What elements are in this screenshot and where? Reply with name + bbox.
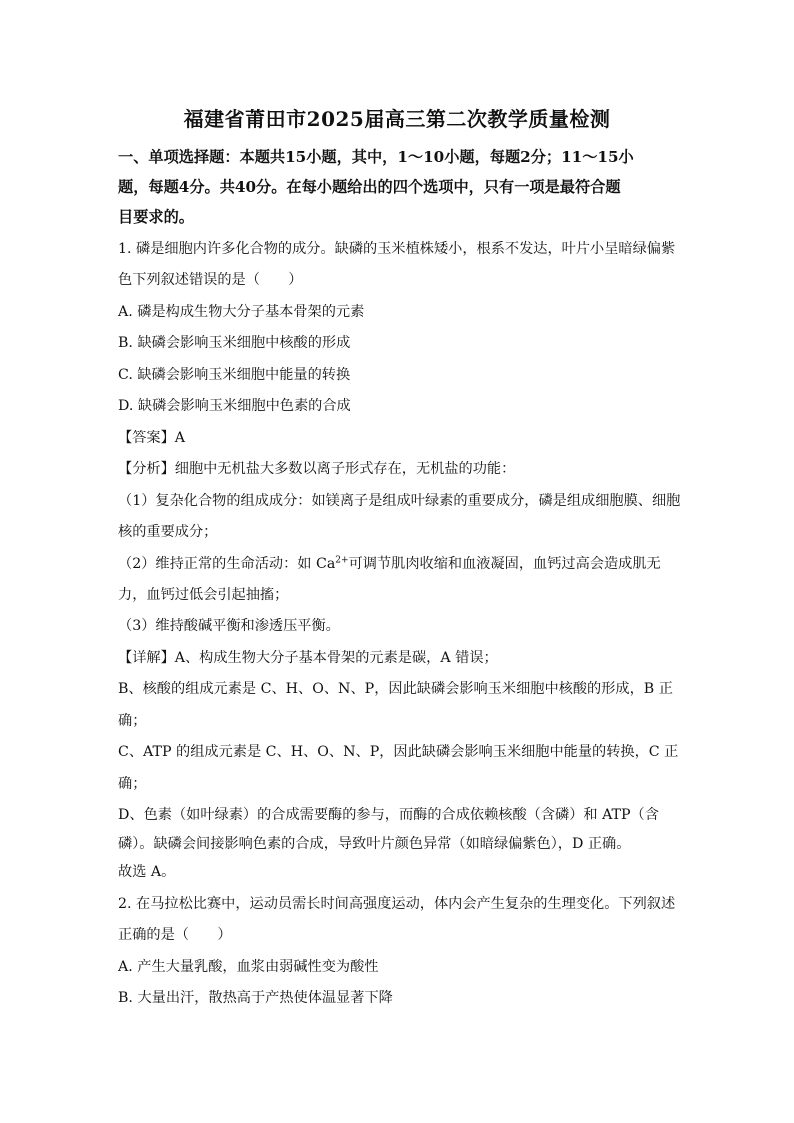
question-1-option-d: D. 缺磷会影响玉米细胞中色素的合成 (118, 398, 351, 414)
question-1-stem-line-1: 1. 磷是细胞内许多化合物的成分。缺磷的玉米植株矮小，根系不发达，叶片小呈暗绿偏紫 (118, 241, 676, 257)
page-title: 福建省莆田市2025届高三第二次教学质量检测 (183, 107, 611, 131)
question-2-option-a: A. 产生大量乳酸，血浆由弱碱性变为酸性 (118, 959, 379, 975)
detail-line-3: 确； (118, 713, 147, 729)
question-1-stem-line-2: 色下列叙述错误的是（ ） (118, 272, 303, 288)
analysis-point-2-post: 可调节肌肉收缩和血液凝固，血钙过高会造成肌无 (348, 556, 661, 572)
detail-line-2: B、核酸的组成元素是 C、H、O、N、P，因此缺磷会影响玉米细胞中核酸的形成，B 正 (118, 681, 673, 697)
detail-line-5: 确； (118, 776, 147, 792)
analysis-point-1-line-1: （1）复杂化合物的组成成分：如镁离子是组成叶绿素的重要成分，磷是组成细胞膜、细胞 (118, 493, 681, 509)
analysis-point-3: （3）维持酸碱平衡和渗透压平衡。 (118, 618, 340, 634)
detail-line-8: 故选 A。 (118, 864, 176, 880)
question-1-option-a: A. 磷是构成生物大分子基本骨架的元素 (118, 304, 365, 320)
analysis-point-2-line-2: 力，血钙过低会引起抽搐； (118, 587, 289, 603)
analysis-point-2-line-1 (118, 553, 661, 573)
question-2-stem-line-1: 2. 在马拉松比赛中，运动员需长时间高强度运动，体内会产生复杂的生理变化。下列叙述 (118, 896, 676, 912)
detail-line-4: C、ATP 的组成元素是 C、H、O、N、P，因此缺磷会影响玉米细胞中能量的转换，C 正 (118, 744, 679, 760)
question-1-answer: 【答案】A (118, 430, 185, 446)
detail-line-1: 【详解】A、构成生物大分子基本骨架的元素是碳，A 错误； (118, 650, 498, 666)
question-1-option-b: B. 缺磷会影响玉米细胞中核酸的形成 (118, 335, 351, 351)
section-header-line-1: 一、单项选择题：本题共15小题，其中，1～10小题，每题2分；11～15小 (118, 148, 634, 166)
question-2-stem-line-2: 正确的是（ ） (118, 927, 232, 943)
analysis-point-2-pre: （2）维持正常的生命活动：如 Ca (118, 556, 336, 572)
question-1-analysis: 【分析】细胞中无机盐大多数以离子形式存在，无机盐的功能： (118, 461, 516, 477)
question-1-option-c: C. 缺磷会影响玉米细胞中能量的转换 (118, 367, 351, 383)
analysis-point-1-line-2: 核的重要成分； (118, 524, 218, 540)
section-header-line-3: 目要求的。 (118, 208, 194, 226)
section-header-line-2: 题，每题4分。共40分。在每小题给出的四个选项中，只有一项是最符合题 (118, 178, 621, 196)
question-2-option-b: B. 大量出汗，散热高于产热使体温显著下降 (118, 990, 393, 1006)
detail-line-7: 磷）。缺磷会间接影响色素的合成，导致叶片颜色异常（如暗绿偏紫色），D 正确。 (118, 836, 631, 852)
calcium-charge-superscript: 2+ (335, 555, 349, 566)
detail-line-6: D、色素（如叶绿素）的合成需要酶的参与，而酶的合成依赖核酸（含磷）和 ATP（含 (118, 807, 659, 823)
